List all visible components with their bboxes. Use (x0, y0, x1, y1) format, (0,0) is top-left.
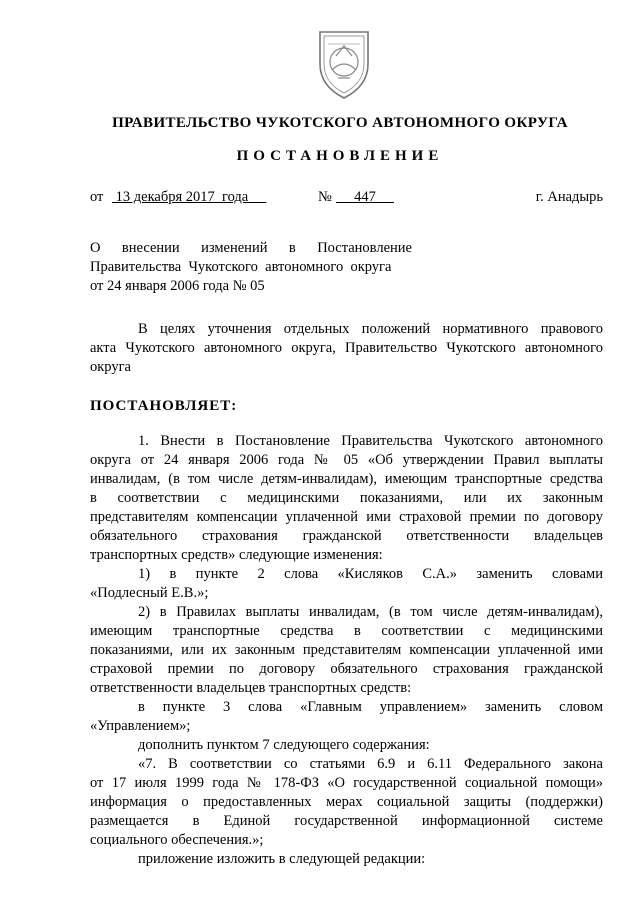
document-place: г. Анадырь (535, 189, 603, 205)
coat-of-arms-emblem (304, 22, 384, 102)
resolution-body (90, 432, 603, 869)
text-line: от 17 июля 1999 года № 178-ФЗ «О государственной социальной помощи» (90, 775, 603, 791)
text-line: информация о предоставленных мерах социальной защиты (поддержки) (90, 794, 603, 810)
text-line: имеющим транспортные средства в соответствии с медицинскими (90, 623, 603, 639)
text-line: в пункте 3 слова «Главным управлением» заменить словом (138, 699, 603, 715)
subject-line: О внесении изменений в Постановление (90, 240, 412, 256)
resolves-heading: ПОСТАНОВЛЯЕТ: (90, 398, 238, 414)
text-line: дополнить пунктом 7 следующего содержания: (138, 737, 430, 753)
text-line: «Управлением»; (90, 718, 191, 734)
text-line: инвалидам, (в том числе детям-инвалидам), имеющим транспортные средства (90, 471, 603, 487)
text-line: транспортных средств» следующие изменения: (90, 547, 383, 563)
document-subject (90, 239, 412, 296)
text-line: 1. Внести в Постановление Правительства Чукотского автономного (138, 433, 603, 449)
document-number: 447 (336, 189, 394, 205)
text-line: 1) в пункте 2 слова «Кисляков С.А.» заменить словами (138, 566, 603, 582)
text-line: округа от 24 января 2006 года № 05 «Об утверждении Правил выплаты (90, 452, 603, 468)
text-line: ответственности владельцев транспортных средств: (90, 680, 412, 696)
text-line: страховой премии по договору обязательного страхования гражданской (90, 661, 603, 677)
text-line: в соответствии с медицинскими показаниями, или их законным (90, 490, 603, 506)
document-meta (90, 189, 603, 209)
subject-line: от 24 января 2006 года № 05 (90, 278, 265, 294)
document-type: ПОСТАНОВЛЕНИЕ (236, 148, 444, 164)
text-line: В целях уточнения отдельных положений нормативного правового (138, 321, 603, 337)
text-line: показаниями, или их законным представителям компенсации уплаченной ими (90, 642, 603, 658)
text-line: 2) в Правилах выплаты инвалидам, (в том числе детям-инвалидам), (138, 604, 603, 620)
government-name: ПРАВИТЕЛЬСТВО ЧУКОТСКОГО АВТОНОМНОГО ОКРУГА (112, 115, 568, 131)
subject-line: Правительства Чукотского автономного округа (90, 259, 392, 275)
text-line: акта Чукотского автономного округа, Правительство Чукотского автономного (90, 340, 603, 356)
preamble (90, 320, 603, 377)
number-prefix: № (318, 189, 332, 205)
text-line: обязательного страхования гражданской ответственности владельцев (90, 528, 603, 544)
text-line: приложение изложить в следующей редакции: (138, 851, 426, 867)
text-line: размещается в Единой государственной информационной системе (90, 813, 603, 829)
text-line: «Подлесный Е.В.»; (90, 585, 209, 601)
text-line: «7. В соответствии со статьями 6.9 и 6.11 Федерального закона (138, 756, 603, 772)
document-date: 13 декабря 2017 года (112, 189, 267, 205)
text-line: представителям компенсации уплаченной ими страховой премии по договору (90, 509, 603, 525)
text-line: округа (90, 359, 131, 375)
date-prefix: от (90, 189, 104, 205)
text-line: социального обеспечения.»; (90, 832, 264, 848)
